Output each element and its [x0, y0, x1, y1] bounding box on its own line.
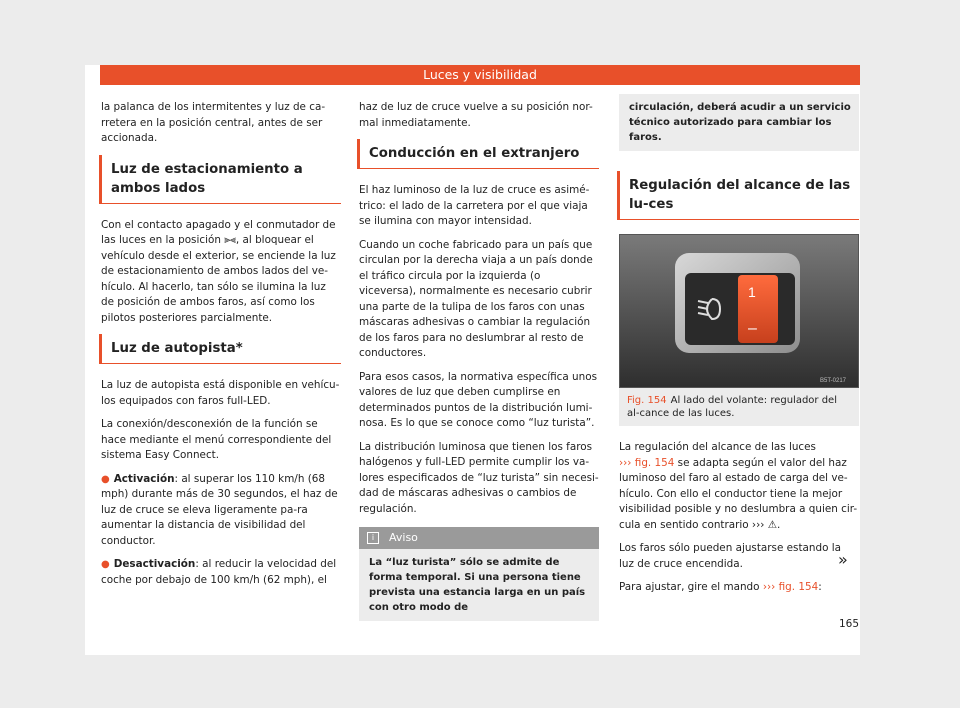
figure-link[interactable]: ››› fig. 154	[762, 581, 819, 593]
paragraph: La luz de autopista está disponible en vehícu-los equipados con faros full-LED.	[101, 379, 340, 407]
figure-code: B5T-0217	[820, 378, 847, 384]
notice-box	[359, 527, 599, 621]
dial-label-top: 1	[748, 284, 756, 300]
list-item: ● Activación: al superar los 110 km/h (68 mph) durante más de 30 segundos, el haz de luz de cruce se eleva ligeramente pa-ra aumentar la distancia de visibilidad del conductor.	[101, 472, 338, 547]
bullet-icon: ●	[101, 473, 110, 485]
heading-headlight-range: Regulación del alcance de las lu-ces	[617, 171, 859, 220]
heading-driving-abroad: Conducción en el extranjero	[357, 139, 599, 169]
dial-label-bottom: –	[748, 320, 757, 337]
list-item: ● Desactivación: al reducir la velocidad del coche por debajo de 100 km/h (62 mph), el	[101, 558, 337, 586]
paragraph: La distribución luminosa que tienen los faros halógenos y full-LED permite cumplir los va-lores especificados de “luz turista” sin necesi-dad de máscaras adhesivas o cambios de regulación.	[359, 440, 599, 515]
paragraph: Para esos casos, la normativa específica unos valores de luz que deben cumplirse en determinados puntos de la distribución lumi-nosa. Es lo que se conoce como “luz turista”.	[359, 370, 597, 429]
column-2	[359, 100, 599, 621]
heading-highway-light: Luz de autopista*	[99, 334, 341, 364]
column-1	[101, 100, 341, 596]
bullet-icon: ●	[101, 559, 110, 570]
section-header: Luces y visibilidad	[100, 65, 860, 85]
paragraph: La conexión/desconexión de la función se hace mediante el menú correspondiente del sistema Easy Connect.	[101, 418, 332, 461]
continue-arrow-icon: »	[838, 550, 848, 569]
notice-header: i Aviso	[359, 527, 599, 549]
info-icon: i	[367, 532, 379, 544]
figure-link[interactable]: ››› fig. 154	[619, 456, 675, 469]
paragraph: la palanca de los intermitentes y luz de ca-rretera en la posición central, antes de ser accionada.	[101, 101, 326, 144]
figure-caption: Fig. 154 Al lado del volante: regulador del al-cance de las luces.	[619, 388, 859, 426]
notice-continued: circulación, deberá acudir a un servicio técnico autorizado para cambiar los faros.	[619, 94, 859, 151]
paragraph: El haz luminoso de la luz de cruce es asimé-trico: el lado de la carretera por el que viaja se ilumina con mayor intensidad.	[359, 184, 590, 227]
paragraph: haz de luz de cruce vuelve a su posición nor-mal inmediatamente.	[359, 101, 593, 129]
paragraph: Cuando un coche fabricado para un país que circulan por la derecha viaja a un país donde el tráfico circula por la izquierda (o viceversa), normalmente es necesario cubrir una parte de la tulipa de los faros con unas máscaras adhesivas o cambiar la regulación de los faros para no deslumbrar al resto de conductores.	[359, 238, 593, 359]
heading-parking-lights: Luz de estacionamiento a ambos lados	[99, 155, 341, 204]
figure-headlight-dial	[619, 234, 859, 388]
paragraph: Con el contacto apagado y el conmutador de las luces en la posición ⫸⫷, al bloquear el vehículo desde el exterior, se enciende la luz de estacionamiento de ambos lados del ve-hículo. Al hacerlo, tan sólo se ilumina la luz de posición de ambos faros, así como los pilotos posteriores parcialmente.	[101, 218, 336, 324]
column-3	[619, 100, 859, 604]
page-number: 165	[839, 618, 860, 630]
headlight-dial-illustration	[620, 235, 858, 387]
paragraph: Los faros sólo pueden ajustarse estando la luz de cruce encendida.	[619, 542, 842, 570]
notice-text: La “luz turista” sólo se admite de forma temporal. Si una persona tiene prevista una estancia larga en un país con otro modo de	[369, 557, 586, 613]
paragraph: Para ajustar, gire el mando ››› fig. 154:	[619, 581, 822, 593]
paragraph: La regulación del alcance de las luces ››› fig. 154 se adapta según el valor del haz luminoso del faro al estado de carga del ve-hículo. Con ello el conductor tiene la mejor visibilidad posible y no deslumbra a quien cir-cula en sentido contrario ››› ⚠.	[619, 441, 858, 531]
